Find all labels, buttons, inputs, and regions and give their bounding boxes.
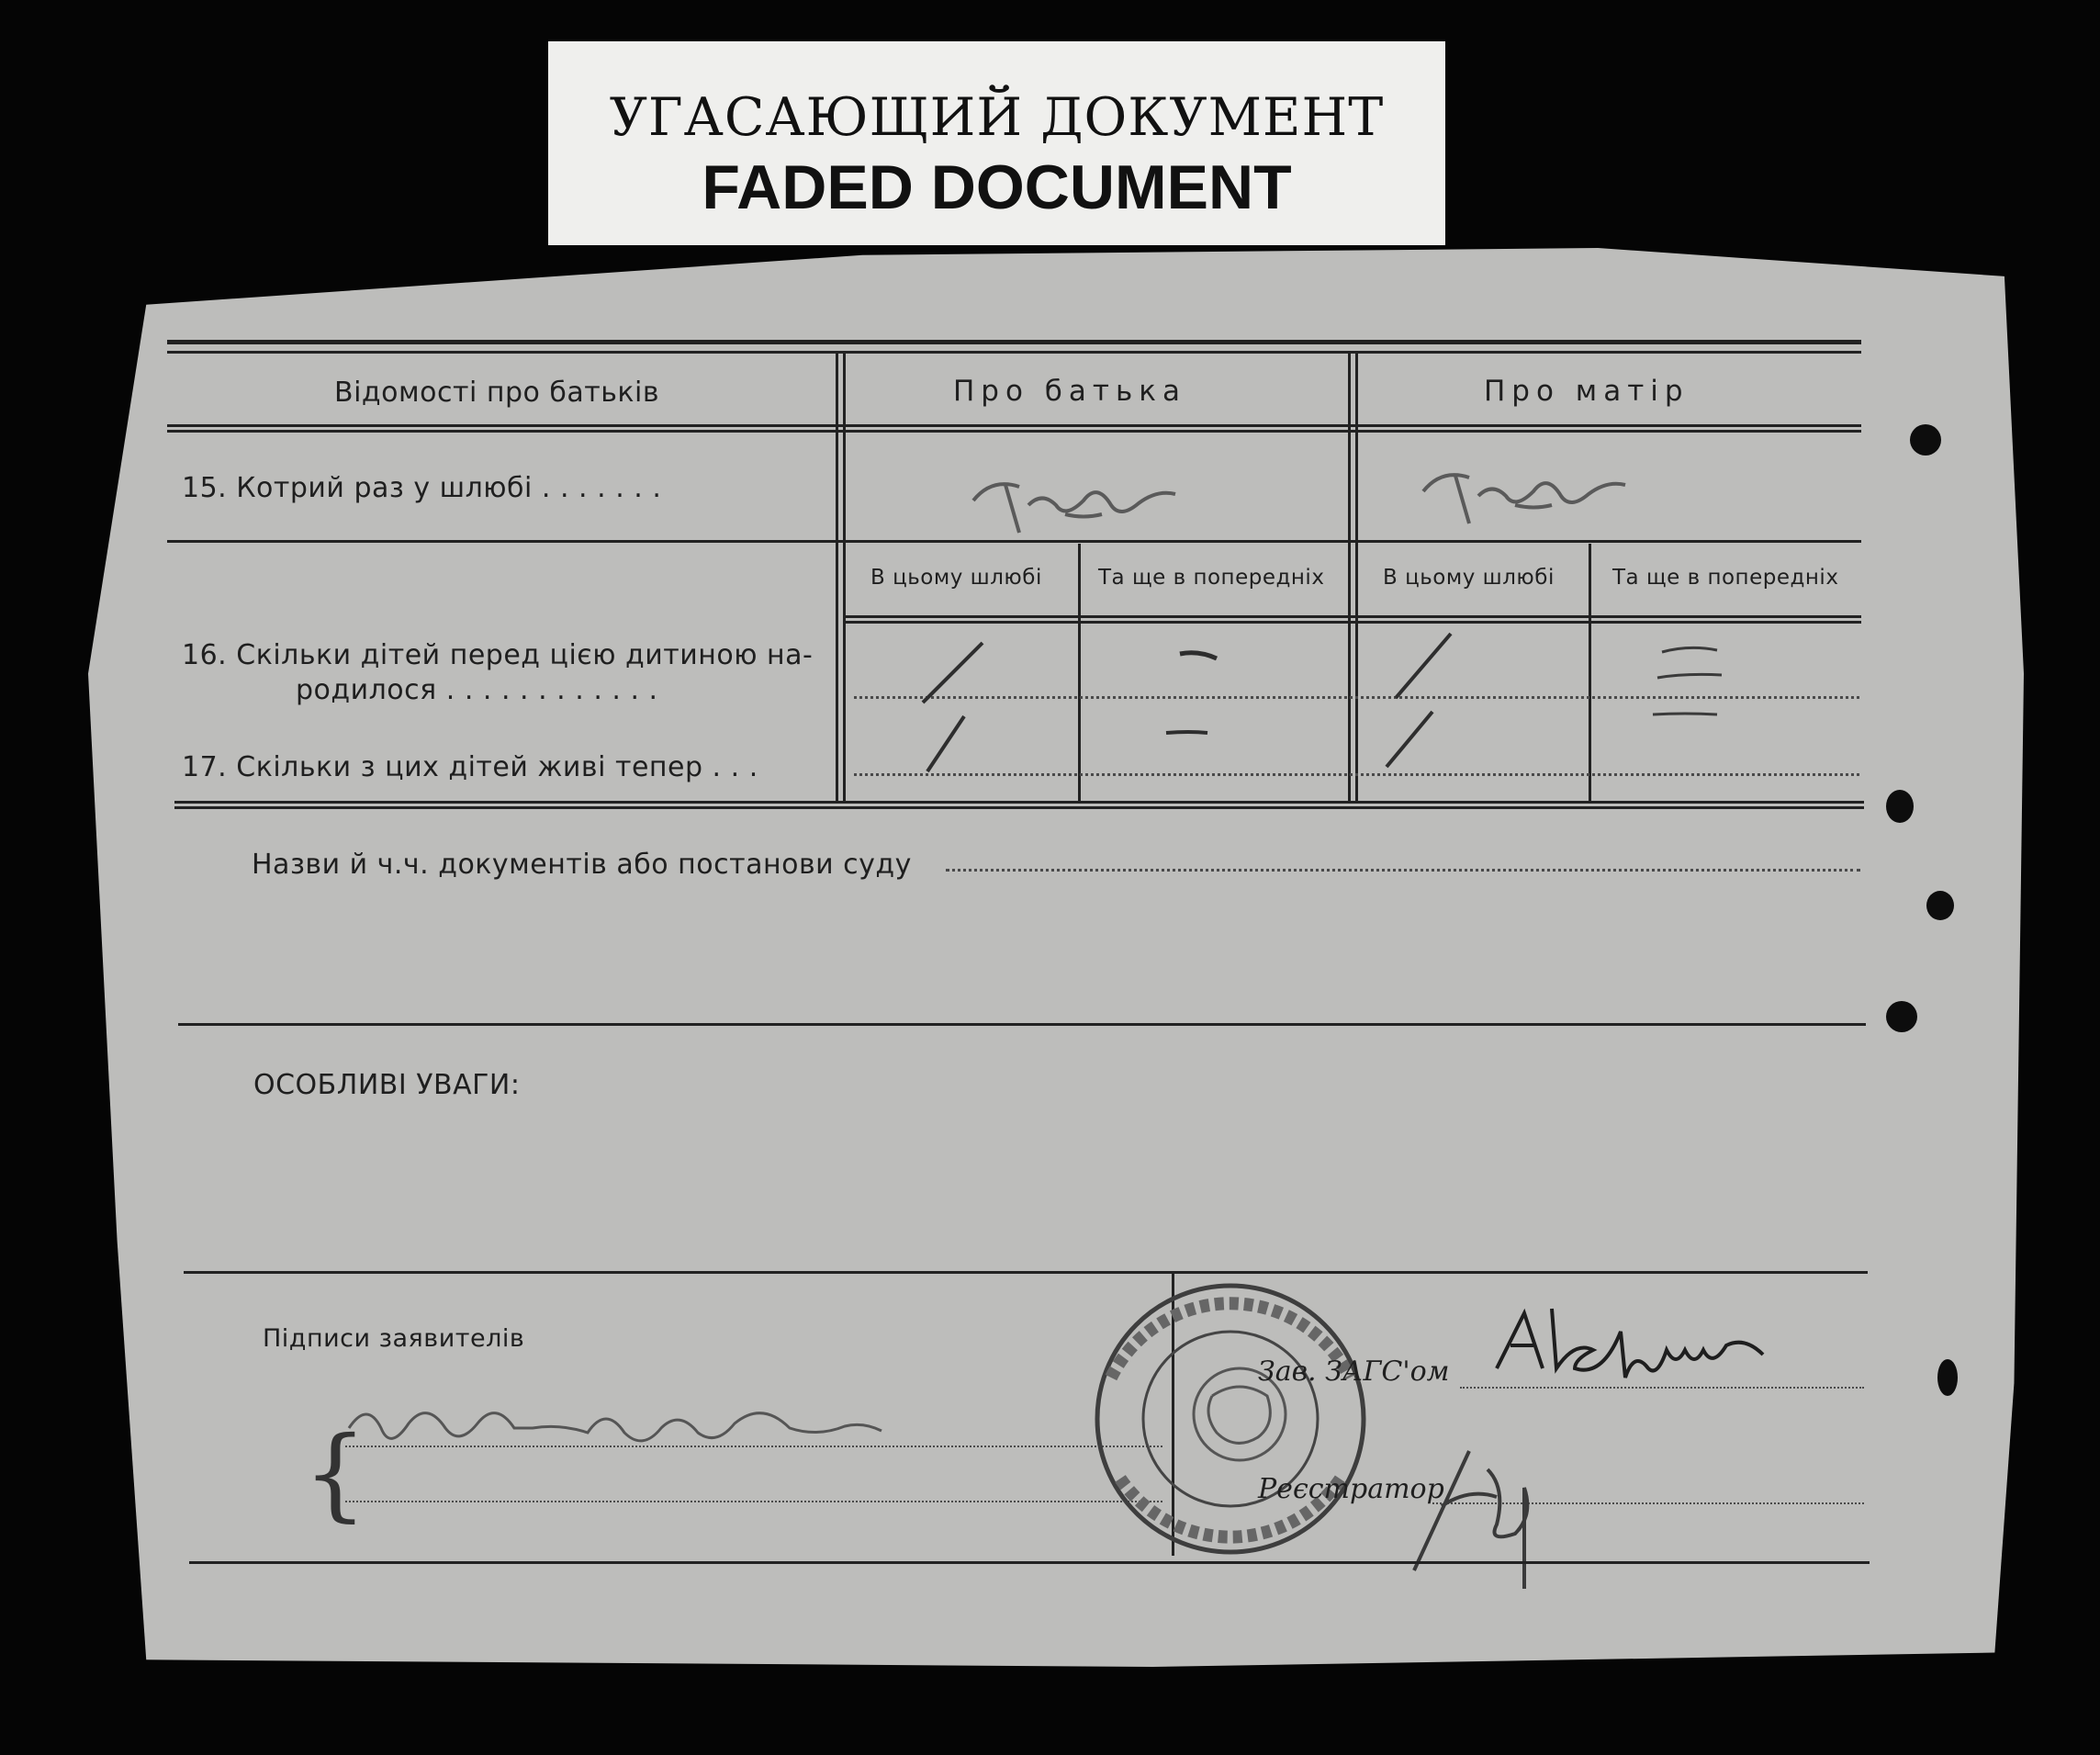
table-top-rule [167,351,1861,354]
punch-hole [1926,891,1954,920]
official-stamp [1084,1267,1377,1570]
banner-title-en: FADED DOCUMENT [702,152,1292,222]
applicant-brace: { [303,1414,367,1532]
header-father: Про батька [953,375,1186,408]
subheader-father-this: В цьому шлюбі [870,566,1042,590]
subheader-mother-prev: Та ще в попередніх [1612,566,1839,590]
header-rule [167,430,1861,433]
documents-label: Назви й ч.ч. документів або постанови суду [252,849,912,881]
registrar-label: Реєстратор [1258,1473,1444,1505]
remarks-label: ОСОБЛИВІ УВАГИ: [253,1069,521,1101]
row15-mother-value [1405,450,1680,536]
punch-hole [1886,790,1914,823]
header-rule [167,424,1861,427]
head-signature [1478,1295,1809,1396]
row16-values [854,624,1864,716]
column-divider-father [843,354,846,804]
column-divider-father [836,354,838,804]
signatures-label: Підписи заявителів [263,1324,525,1353]
registrar-signature [1396,1433,1579,1607]
remarks-rule [184,1271,1868,1274]
table-top-rule [167,340,1861,344]
punch-hole [1886,1001,1917,1032]
applicant-signature [340,1387,983,1460]
bottom-rule [189,1561,1870,1564]
row17-values [854,707,1864,799]
subheader-father-prev: Та ще в попередніх [1098,566,1325,590]
punch-hole [1910,424,1941,456]
punch-hole [1937,1359,1958,1396]
row15-father-value [955,459,1230,546]
row16-label-line2: родилося . . . . . . . . . . . . [296,674,658,706]
row15-rule [167,540,1861,543]
row17-rule [174,801,1864,804]
subheader-rule [843,621,1861,624]
subheader-rule [843,615,1861,618]
row15-label: 15. Котрий раз у шлюбі . . . . . . . [182,472,662,504]
head-label: Зав. ЗАГС'ом [1258,1356,1450,1388]
applicant-dotline-2 [345,1501,1162,1502]
row17-label: 17. Скільки з цих дітей живі тепер . . . [182,751,758,783]
header-mother: Про матір [1484,375,1690,408]
banner-title-ru: УГАСАЮЩИЙ ДОКУМЕНТ [609,87,1385,148]
header-parents-info: Відомості про батьків [334,377,660,409]
row16-label-line1: 16. Скільки дітей перед цією дитиною на- [182,639,814,671]
documents-rule [178,1023,1866,1026]
documents-dotline [946,869,1860,872]
subheader-mother-this: В цьому шлюбі [1383,566,1555,590]
row17-rule [174,806,1864,809]
faded-document-banner [548,41,1445,245]
